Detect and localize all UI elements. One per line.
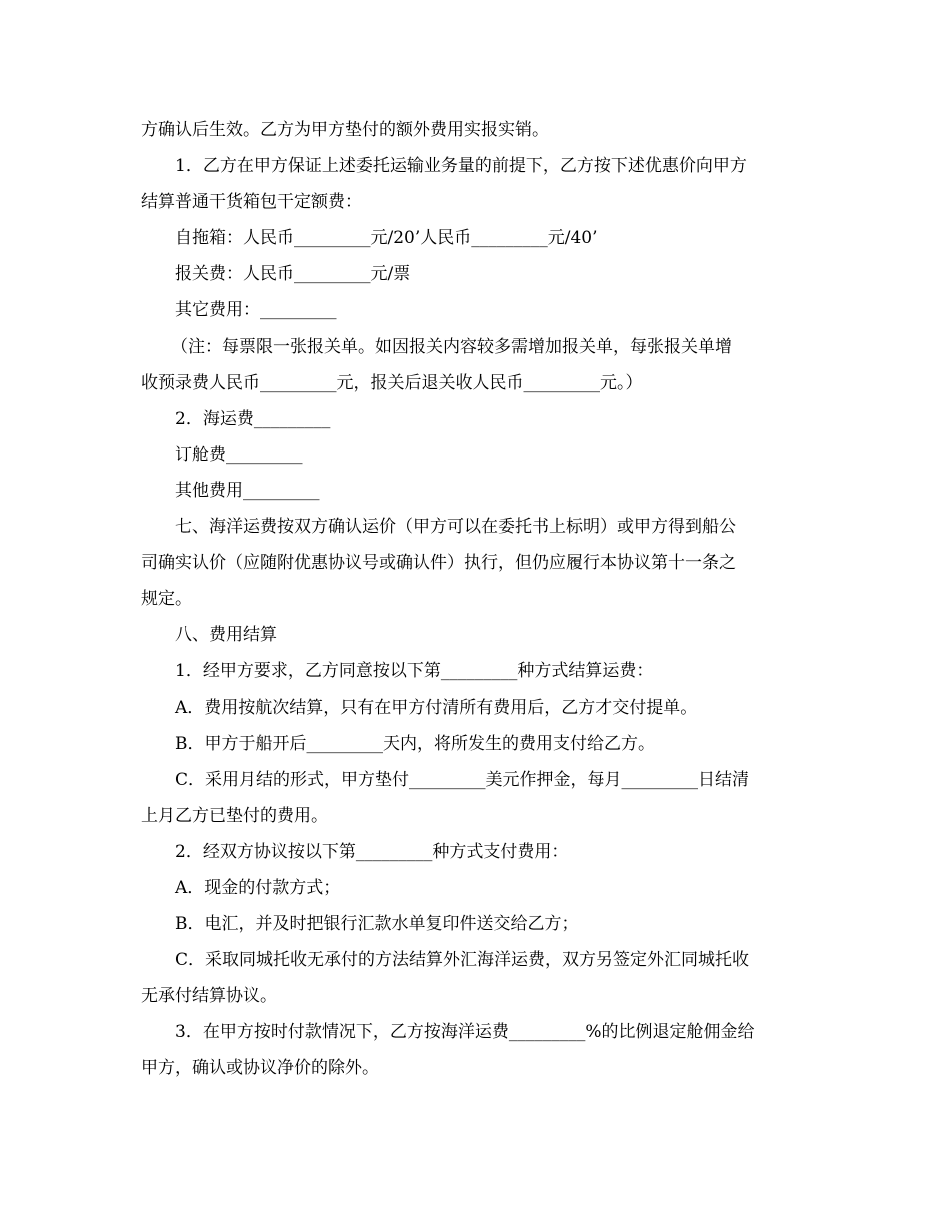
text-line: 无承付结算协议。 xyxy=(141,986,277,1007)
text-line: A．现金的付款方式； xyxy=(175,877,341,898)
text-line: 1．经甲方要求，乙方同意按以下第_________种方式结算运费： xyxy=(175,661,654,682)
text-line: 其它费用：_________ xyxy=(175,300,337,321)
text-line: B．甲方于船开后_________天内，将所发生的费用支付给乙方。 xyxy=(175,733,655,754)
text-line: 甲方，确认或协议净价的除外。 xyxy=(141,1058,379,1079)
text-line: 上月乙方已垫付的费用。 xyxy=(141,805,328,826)
text-line: 规定。 xyxy=(141,589,192,610)
text-line: 结算普通干货箱包干定额费： xyxy=(141,192,362,213)
text-line: 3．在甲方按时付款情况下，乙方按海洋运费_________%的比例退定舱佣金给 xyxy=(175,1022,755,1043)
text-line: A．费用按航次结算，只有在甲方付清所有费用后，乙方才交付提单。 xyxy=(175,697,698,718)
text-line: 八、费用结算 xyxy=(175,625,277,646)
text-line: 自拖箱：人民币_________元/20’人民币_________元/40’ xyxy=(175,228,598,249)
text-line: C．采取同城托收无承付的方法结算外汇海洋运费，双方另签定外汇同城托收 xyxy=(175,950,750,971)
text-line: 司确实认价（应随附优惠协议号或确认件）执行，但仍应履行本协议第十一条之 xyxy=(141,553,736,574)
text-line: B．电汇，并及时把银行汇款水单复印件送交给乙方； xyxy=(175,914,579,935)
text-line: 七、海洋运费按双方确认运价（甲方可以在委托书上标明）或甲方得到船公 xyxy=(175,517,736,538)
text-line: 收预录费人民币_________元，报关后退关收人民币_________元。） xyxy=(141,372,643,393)
text-line: 方确认后生效。乙方为甲方垫付的额外费用实报实销。 xyxy=(141,120,549,140)
text-line: 1．乙方在甲方保证上述委托运输业务量的前提下，乙方按下述优惠价向甲方 xyxy=(175,156,747,177)
text-line: 2．海运费_________ xyxy=(175,408,331,429)
text-line: 报关费：人民币_________元/票 xyxy=(175,264,411,285)
text-line: C．采用月结的形式，甲方垫付_________美元作押金，每月_________日结清 xyxy=(175,769,750,790)
text-line: 其他费用_________ xyxy=(175,480,320,501)
text-line: 2．经双方协议按以下第_________种方式支付费用： xyxy=(175,841,569,862)
text-line: （注：每票限一张报关单。如因报关内容较多需增加报关单，每张报关单增 xyxy=(171,336,732,357)
document-body xyxy=(141,112,806,1087)
text-line: 订舱费_________ xyxy=(175,444,303,465)
